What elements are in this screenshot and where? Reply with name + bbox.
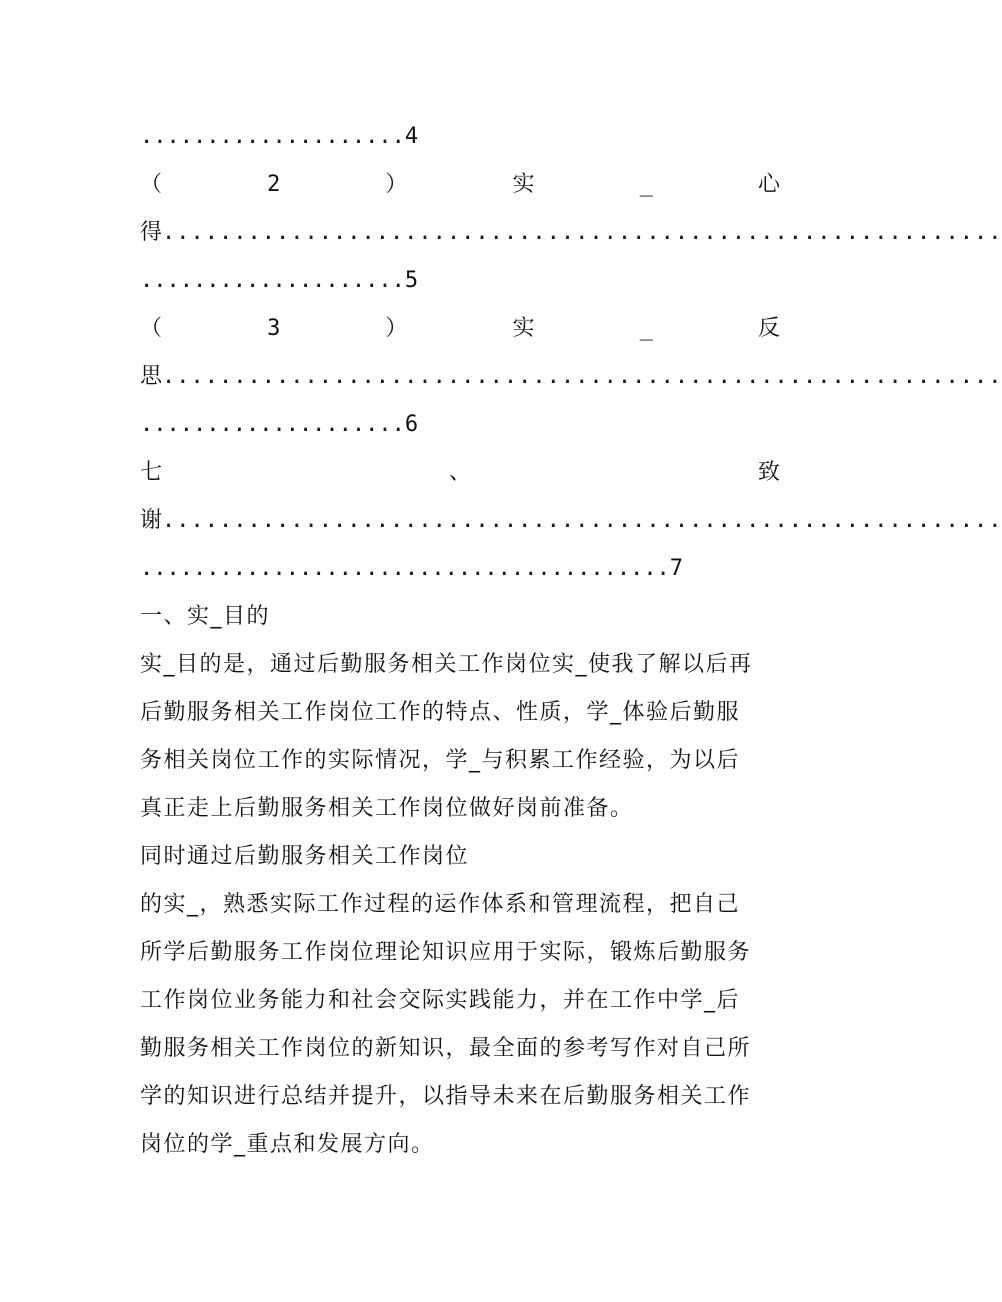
- toc-char: _: [639, 172, 653, 197]
- paragraph-line: 勤服务相关工作岗位的新知识，最全面的参考写作对自己所: [140, 1036, 752, 1061]
- paragraph-line: 工作岗位业务能力和社会交际实践能力，并在工作中学_后: [140, 988, 741, 1013]
- toc-char: （: [140, 172, 163, 197]
- toc-char: 实: [512, 172, 535, 197]
- toc-char: 、: [448, 460, 471, 485]
- paragraph-line: 实_目的是，通过后勤服务相关工作岗位实_使我了解以后再: [140, 652, 753, 677]
- toc-entry-heading: [140, 161, 780, 209]
- paragraph-line: 岗位的学_重点和发展方向。: [140, 1132, 435, 1157]
- toc-leader-line: [140, 209, 1002, 257]
- toc-char: 思: [140, 364, 163, 389]
- toc-char: 七: [140, 460, 163, 485]
- toc-leader-line: ....................4: [140, 124, 419, 149]
- paragraph-line: 务相关岗位工作的实际情况，学_与积累工作经验，为以后: [140, 748, 741, 773]
- toc-leader-line: [140, 497, 1002, 545]
- toc-char: 反: [757, 316, 780, 341]
- toc-entry-heading: [140, 449, 780, 497]
- paragraph-line: 后勤服务相关工作岗位工作的特点、性质，学_体验后勤服: [140, 700, 741, 725]
- toc-char: 得: [140, 220, 163, 245]
- toc-leader-line: ....................6: [140, 412, 419, 437]
- toc-leader-line: [140, 353, 1002, 401]
- toc-dots: ...........................................................: [162, 508, 1002, 533]
- toc-char: 谢: [140, 508, 163, 533]
- toc-dots: ...........................................................: [162, 220, 1002, 245]
- toc-char: 2: [267, 172, 281, 197]
- toc-char: （: [140, 316, 163, 341]
- toc-entry-heading: [140, 305, 780, 353]
- toc-char: 实: [512, 316, 535, 341]
- paragraph-line: 学的知识进行总结并提升，以指导未来在后勤服务相关工作: [140, 1084, 752, 1109]
- paragraph-line: 同时通过后勤服务相关工作岗位: [140, 844, 470, 869]
- toc-char: 3: [267, 316, 281, 341]
- paragraph-line: 真正走上后勤服务相关工作岗位做好岗前准备。: [140, 796, 634, 821]
- section-heading: 一、实_目的: [140, 604, 271, 629]
- toc-leader-line: ....................5: [140, 268, 419, 293]
- toc-char: _: [639, 316, 653, 341]
- paragraph-line: 所学后勤服务工作岗位理论知识应用于实际，锻炼后勤服务: [140, 940, 752, 965]
- toc-char: 致: [757, 460, 780, 485]
- toc-dots: ...........................................................: [162, 364, 1002, 389]
- toc-char: 心: [757, 172, 780, 197]
- toc-leader-line: ........................................7: [140, 556, 684, 581]
- toc-char: ）: [385, 316, 408, 341]
- toc-char: ）: [385, 172, 408, 197]
- paragraph-line: 的实_，熟悉实际工作过程的运作体系和管理流程，把自己: [140, 892, 741, 917]
